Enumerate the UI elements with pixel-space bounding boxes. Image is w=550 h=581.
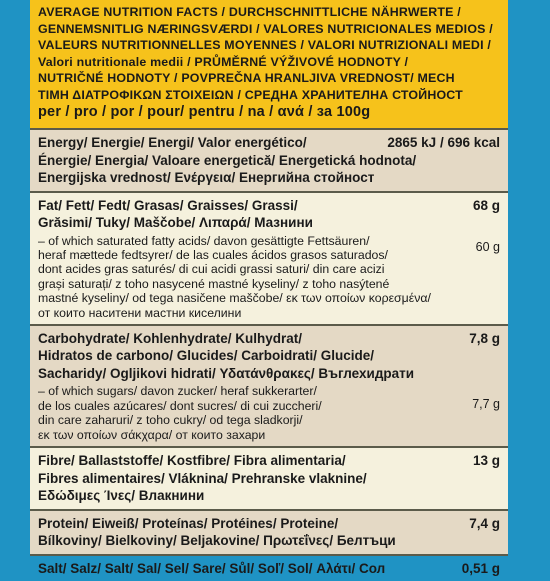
- header-line: AVERAGE NUTRITION FACTS / DURCHSCHNITTLICHE NÄHRWERTE /: [38, 5, 461, 19]
- sugars-label-line: – of which sugars/ davon zucker/ heraf sukkerarter/: [38, 384, 317, 399]
- fibre-label-line: Fibre/ Ballaststoffe/ Kostfibre/ Fibra alimentaria/: [38, 453, 346, 469]
- fibre-value: 13 g: [472, 453, 500, 469]
- fibre-label-line: Fibres alimentaires/ Vláknina/ Prehranske vlaknine/: [38, 470, 367, 486]
- energy-label-line: Énergie/ Energia/ Valoare energetică/ Energetická hodnota/: [38, 152, 417, 168]
- sugars-label-line: de los cuales azúcares/ dont sucres/ di cui zuccheri/: [38, 398, 322, 413]
- header-line: Valori nutritionale medii / PRŮMĚRNÉ VÝŽIVOVÉ HODNOTY /: [38, 54, 409, 69]
- saturated-fat-label-line: dont acides gras saturés/ di cui acidi grassi saturi/ din care acizi: [38, 262, 385, 277]
- saturated-fat-label-line: heraf mættede fedtsyrer/ de las cuales ácidos grasos saturados/: [38, 247, 388, 262]
- carbohydrate-row: [30, 324, 508, 446]
- salt-row: [30, 554, 508, 581]
- saturated-fat-label-line: – of which saturated fatty acids/ davon gesättigte Fettsäuren/: [38, 233, 370, 248]
- carbohydrate-label-line: Hidratos de carbono/ Glucides/ Carboidrati/ Glucide/: [38, 348, 375, 364]
- fibre-label-line: Εδώδιμες Ίνες/ Влакнини: [38, 488, 205, 504]
- saturated-fat-label-line: grași saturați/ z toho nasycené mastné kyseliny/ z toho nasýtené: [38, 276, 390, 291]
- sugars-label-line: εκ των οποίων σάκχαρα/ от които захари: [38, 427, 266, 442]
- header-line: NUTRIČNÉ HODNOTY / POVPREČNA HRANLJIVA VREDNOST/ МЕСН: [38, 71, 455, 85]
- fat-label-line: Grăsimi/ Tuky/ Maščobe/ Λιπαρά/ Мазнини: [38, 215, 313, 230]
- header-line: VALEURS NUTRITIONNELLES MOYENNES / VALORI NUTRIZIONALI MEDI /: [38, 38, 491, 52]
- per-100g-line: per / pro / por / pour/ pentru / na / ανά / за 100g: [38, 104, 371, 120]
- protein-label-line: Bílkoviny/ Bielkoviny/ Beljakovine/ Πρωτεΐνες/ Белтъци: [38, 533, 396, 549]
- fat-label-line: Fat/ Fett/ Fedt/ Grasas/ Graisses/ Grassi/: [38, 197, 298, 213]
- protein-value: 7,4 g: [469, 515, 500, 531]
- nutrition-label: [30, 0, 508, 576]
- saturated-fat-label-line: mastné kyseliny/ od tega nasičene maščobe/ εκ των οποίων κορεσμένα/: [38, 291, 431, 306]
- protein-label-line: Protein/ Eiweiß/ Proteínas/ Protéines/ Proteine/: [38, 515, 339, 531]
- energy-row: [30, 128, 508, 191]
- saturated-fat-label-line: от които наситени мастни киселини: [38, 305, 242, 320]
- salt-value: 0,51 g: [461, 560, 500, 576]
- energy-label-line: Energijska vrednost/ Ενέργεια/ Енергийна стойност: [38, 170, 375, 185]
- sugars-label-line: din care zaharuri/ z toho cukry/ od tega sladkorji/: [38, 413, 303, 428]
- nutrition-header: [30, 0, 508, 128]
- salt-label-line: Salt/ Salz/ Salt/ Sal/ Sel/ Sare/ Sůl/ Soľ/ Sol/ Αλάτι/ Сол: [38, 560, 386, 576]
- energy-value: 2865 kJ / 696 kcal: [387, 135, 500, 150]
- fat-value: 68 g: [472, 197, 500, 213]
- carbohydrate-label-line: Carbohydrate/ Kohlenhydrate/ Kulhydrat/: [38, 330, 303, 346]
- header-line: ΤΙΜΗ ΔΙΑΤΡΟΦΙΚΩΝ ΣΤΟΙΧΕΙΩΝ / СРЕДНА ХРАНИТЕЛНА СТОЙНОСТ: [38, 87, 463, 102]
- header-line: GENNEMSNITLIG NÆRINGSVÆRDI / VALORES NUTRICIONALES MEDIOS /: [38, 21, 493, 36]
- saturated-fat-value: 60 g: [475, 239, 500, 254]
- protein-row: [30, 509, 508, 554]
- carbohydrate-value: 7,8 g: [469, 330, 500, 346]
- energy-label-line: Energy/ Energie/ Energi/ Valor energético/: [38, 135, 307, 150]
- fat-row: [30, 191, 508, 324]
- sugars-value: 7,7 g: [472, 396, 500, 411]
- fibre-row: [30, 446, 508, 509]
- carbohydrate-label-line: Sacharidy/ Ogljikovi hidrati/ Υδατάνθρακες/ Въглехидрати: [38, 365, 415, 381]
